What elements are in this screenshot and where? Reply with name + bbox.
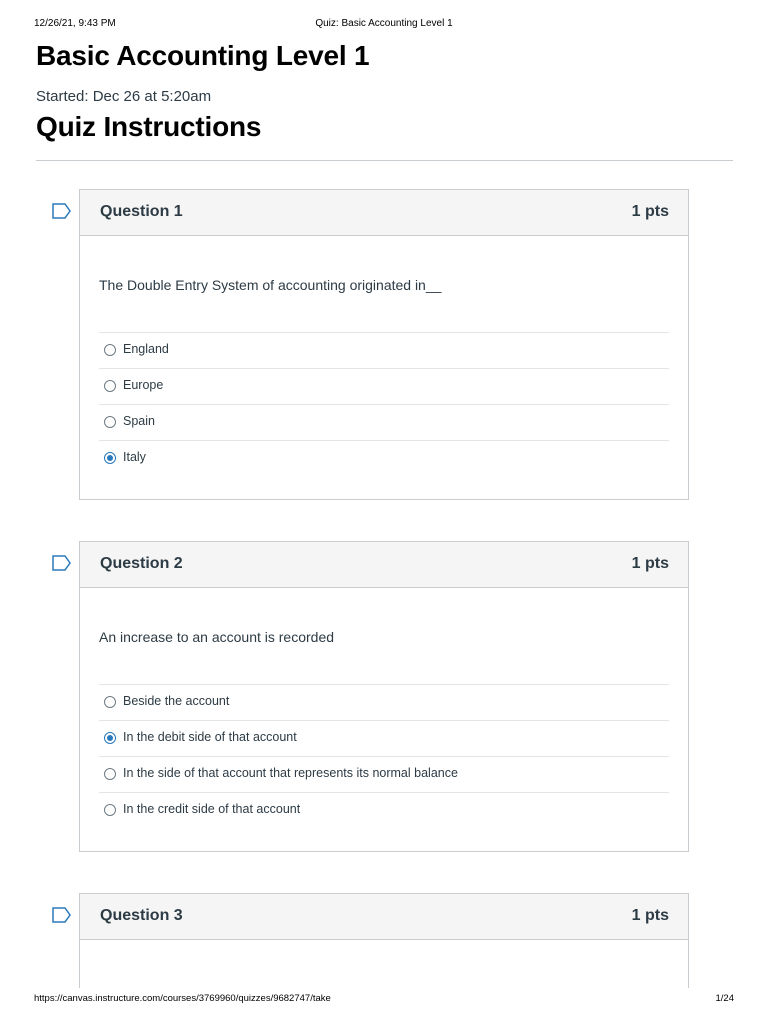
answer-label: Beside the account [123,694,230,708]
answer-option[interactable] [99,440,669,476]
answer-label: Italy [123,450,146,464]
print-footer [34,993,734,1007]
question-points: 1 pts [631,555,669,572]
question-header [80,894,688,940]
radio-button-selected[interactable] [104,452,116,464]
quiz-instructions-heading: Quiz Instructions [36,111,262,142]
question-points: 1 pts [631,203,669,220]
flag-question-icon[interactable] [52,203,71,219]
answer-label: In the debit side of that account [123,730,297,744]
answer-list [99,684,669,828]
answer-label: In the credit side of that account [123,802,301,816]
question-name: Question 2 [100,555,183,572]
radio-button[interactable] [104,804,116,816]
radio-button[interactable] [104,380,116,392]
answer-label: Spain [123,414,155,428]
page-url: https://canvas.instructure.com/courses/3769960/quizzes/9682747/take [34,993,331,1004]
answer-option[interactable] [99,684,669,720]
print-date: 12/26/21, 9:43 PM [34,18,116,29]
question-header [80,190,688,236]
answer-label: England [123,342,169,356]
question-header [80,542,688,588]
question-text: An increase to an account is recorded [99,629,335,645]
divider [36,160,733,161]
question-card [79,189,689,500]
answer-list [99,332,669,476]
question-name: Question 3 [100,907,183,924]
answer-option[interactable] [99,332,669,368]
page-number: 1/24 [715,993,734,1004]
answer-option[interactable] [99,792,669,828]
answer-label: In the side of that account that represents its normal balance [123,766,458,780]
question-name: Question 1 [100,203,183,220]
answer-option[interactable] [99,756,669,792]
radio-button[interactable] [104,416,116,428]
print-document-title: Quiz: Basic Accounting Level 1 [315,18,453,29]
question-card [79,541,689,852]
radio-button[interactable] [104,696,116,708]
radio-button[interactable] [104,768,116,780]
question-card [79,893,689,988]
radio-button[interactable] [104,344,116,356]
answer-label: Europe [123,378,164,392]
print-header [34,18,734,32]
answer-option[interactable] [99,404,669,440]
question-points: 1 pts [631,907,669,924]
started-timestamp: Started: Dec 26 at 5:20am [36,88,212,105]
page-title: Basic Accounting Level 1 [36,40,370,71]
radio-button-selected[interactable] [104,732,116,744]
question-text: The Double Entry System of accounting originated in__ [99,277,442,293]
flag-question-icon[interactable] [52,907,71,923]
answer-option[interactable] [99,368,669,404]
flag-question-icon[interactable] [52,555,71,571]
answer-option[interactable] [99,720,669,756]
